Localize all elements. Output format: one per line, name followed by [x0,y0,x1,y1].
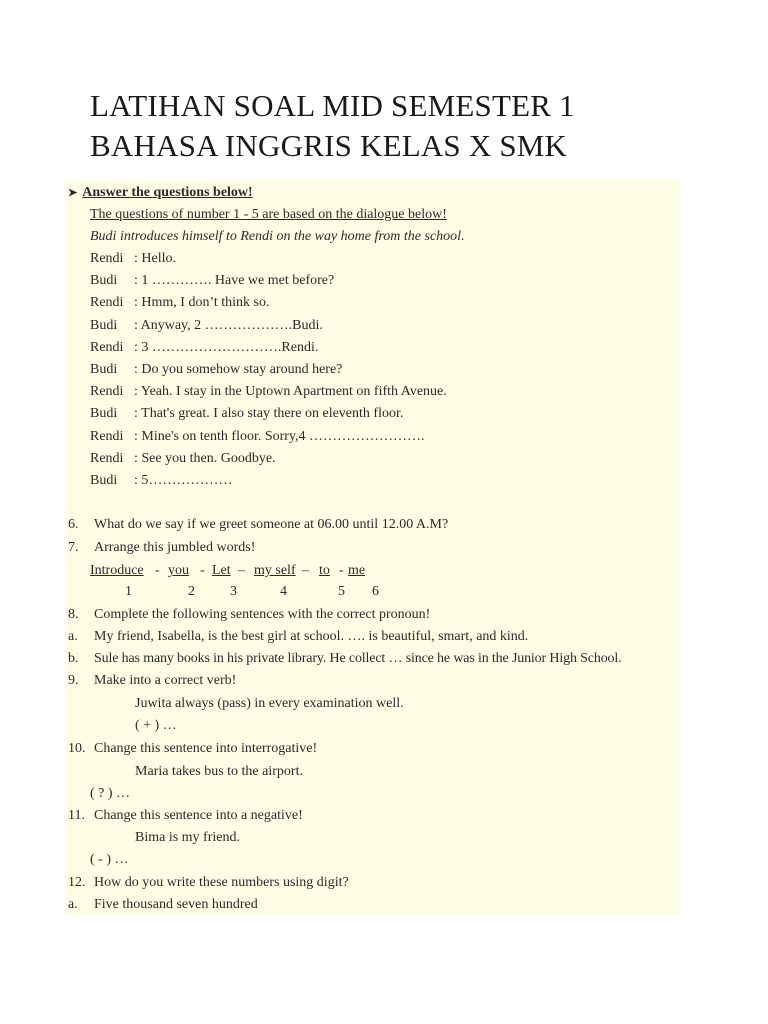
jumbled-word: you [168,563,189,578]
question-number: 9. [68,673,79,688]
instruction [68,184,253,202]
word-number: 3 [230,584,237,599]
question-text: How do you write these numbers using digit? [94,875,349,890]
question-number: 11. [68,808,85,823]
document-title-line-1: LATIHAN SOAL MID SEMESTER 1 [90,88,575,123]
question-text: Change this sentence into a negative! [94,808,303,823]
item-text: My friend, Isabella, is the best girl at school. …. is beautiful, smart, and kind. [94,629,529,644]
utterance: : That's great. I also stay there on eleventh floor. [134,406,404,422]
question-11-sentence: Bima is my friend. [135,830,240,845]
question-text: Make into a correct verb! [94,673,237,688]
dialogue-line [90,250,176,268]
question-10-sentence: Maria takes bus to the airport. [135,764,303,779]
dialogue-line [90,472,232,490]
utterance: : Mine's on tenth floor. Sorry,4 ……………………. [134,428,425,444]
question-9 [68,672,236,690]
utterance: : Hmm, I don’t think so. [134,295,270,311]
dialogue-line [90,294,269,312]
speaker: Budi [90,362,118,377]
question-6 [68,516,448,534]
utterance: : 5……………… [134,473,233,488]
question-11 [68,807,303,825]
document-title-line-2: BAHASA INGGRIS KELAS X SMK [90,128,568,163]
dialogue-line [90,450,276,468]
jumbled-word: Let [212,563,231,578]
item-label: b. [68,651,79,666]
item-label: a. [68,897,78,912]
speaker: Budi [90,406,118,422]
word-number: 5 [338,584,345,599]
question-number: 6. [68,517,79,532]
dialogue-line [90,383,447,401]
speaker: Rendi [90,339,124,355]
jumbled-word: my self [254,563,296,578]
separator: – [302,563,309,578]
word-number: 6 [372,584,379,599]
arrowhead-bullet-icon: ➤ [68,187,78,199]
question-12 [68,874,349,892]
dialogue-intro: The questions of number 1 - 5 are based on the dialogue below! [90,207,447,222]
question-8a [68,628,528,646]
question-10 [68,740,317,758]
question-number: 8. [68,607,79,622]
jumbled-word: Introduce [90,563,144,578]
item-label: a. [68,629,78,644]
question-text: Complete the following sentences with the correct pronoun! [94,607,431,622]
jumbled-word: to [319,563,330,578]
question-text: What do we say if we greet someone at 06.00 until 12.00 A.M? [94,517,449,532]
question-8b [68,650,621,668]
utterance: : See you then. Goodbye. [134,450,276,466]
question-9-sentence: Juwita always (pass) in every examination well. [135,696,404,711]
item-text: Five thousand seven hundred [94,897,258,912]
dialogue-context: Budi introduces himself to Rendi on the way home from the school. [90,229,465,244]
question-number: 12. [68,875,86,890]
jumbled-words [0,562,768,580]
question-10-answer: ( ? ) … [90,786,131,801]
utterance: : Yeah. I stay in the Uptown Apartment on fifth Avenue. [134,384,447,400]
utterance: : 3 ……………………….Rendi. [134,339,319,355]
utterance: : 1 …………. Have we met before? [134,273,335,289]
dialogue-line [90,339,318,357]
instruction-text: Answer the questions below! [82,185,253,200]
question-text: Change this sentence into interrogative! [94,741,318,756]
jumbled-word: me [348,563,366,578]
question-9-answer: ( + ) … [135,718,177,733]
speaker: Rendi [90,428,124,444]
word-number: 4 [280,584,287,599]
speaker: Rendi [90,450,124,466]
utterance: : Do you somehow stay around here? [134,362,343,377]
utterance: : Anyway, 2 ……………….Budi. [134,317,323,333]
item-text: Sule has many books in his private library. He collect … since he was in the Junior High School. [94,651,622,666]
dialogue-line [90,361,342,379]
jumbled-word-numbers [0,583,768,601]
speaker: Budi [90,273,118,289]
question-11-answer: ( - ) … [90,852,129,867]
speaker: Rendi [90,384,124,400]
question-12a [68,896,258,914]
question-8 [68,606,430,624]
question-7 [68,539,255,557]
speaker: Budi [90,473,118,488]
utterance: : Hello. [134,251,176,266]
speaker: Budi [90,317,118,333]
separator: – [238,563,245,578]
dialogue-line [90,405,403,423]
separator: - [200,563,205,578]
speaker: Rendi [90,295,124,311]
question-number: 10. [68,741,86,756]
word-number: 1 [125,584,132,599]
question-number: 7. [68,540,79,555]
dialogue-line [90,317,323,335]
separator: - [155,563,160,578]
speaker: Rendi [90,251,124,266]
separator: - [339,563,344,578]
word-number: 2 [188,584,195,599]
question-text: Arrange this jumbled words! [94,540,256,555]
dialogue-line [90,272,334,290]
dialogue-line [90,428,425,446]
